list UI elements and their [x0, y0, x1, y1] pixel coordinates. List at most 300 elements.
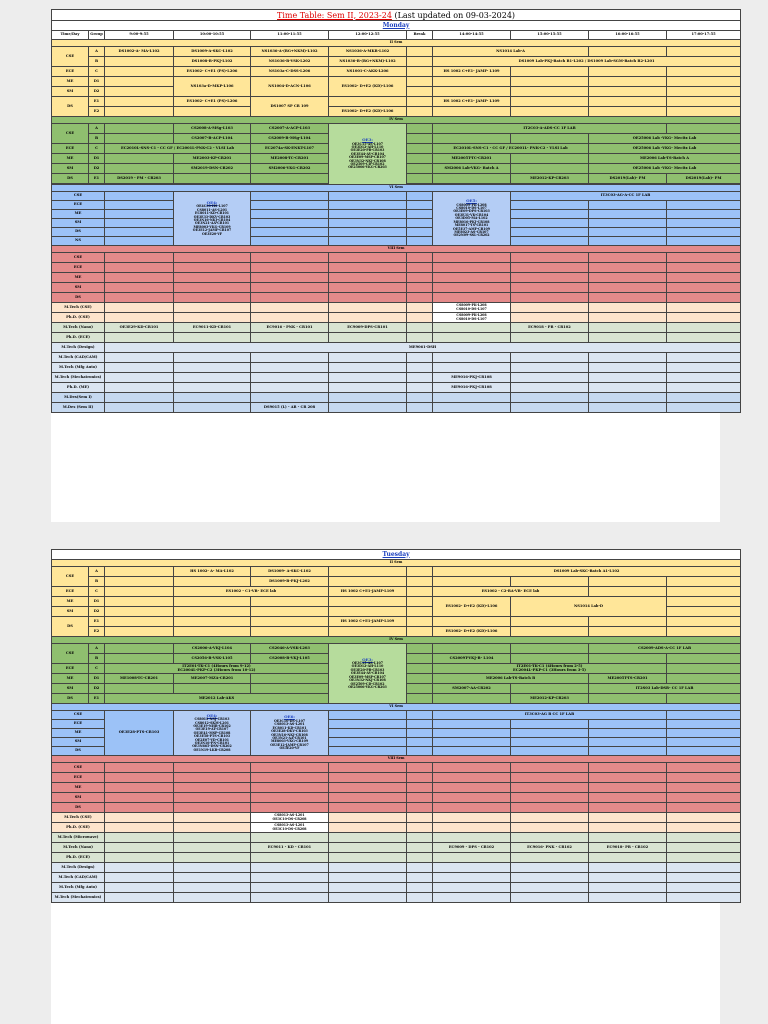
class-cell: ME2005T-TC-CR201 — [433, 154, 511, 164]
empty-cell — [407, 164, 433, 174]
sem-label: VI Sem — [52, 704, 741, 711]
empty-cell — [105, 107, 174, 117]
class-cell: IT2E01-TK-C1 (4Hours from 9-12) EC2004L-PKP-C2 (3Hours from 10-12) — [105, 664, 329, 674]
class-cell: HS 1002 C+E1- JAMF- L109 — [433, 67, 511, 77]
empty-cell — [589, 77, 667, 87]
branch-cell: SM — [52, 607, 89, 617]
empty-cell — [329, 201, 407, 210]
empty-cell — [105, 124, 174, 134]
class-cell: ES1002 - C1-VB- ECE lab — [174, 587, 329, 597]
class-cell: ME2007-MZA-CR201 — [174, 674, 251, 684]
hdr-slot-8: 17:00-17:55 — [667, 31, 741, 40]
group-cell: E1 — [89, 617, 105, 627]
empty-cell — [407, 57, 433, 67]
group-cell: D1 — [89, 674, 105, 684]
branch-cell: DS — [52, 293, 105, 303]
hdr-time-day: Time/Day — [52, 31, 89, 40]
group-cell: B — [89, 57, 105, 67]
tuesday-table — [51, 549, 741, 903]
group-cell: D1 — [89, 154, 105, 164]
class-cell: CS2009T-VKJ-B- L104 — [433, 654, 511, 664]
class-cell: SM2007-AA-CR202 — [433, 684, 511, 694]
branch-cell: SM — [52, 684, 89, 694]
empty-cell — [329, 228, 407, 237]
empty-cell — [667, 97, 741, 107]
branch-cell: CSE — [52, 711, 105, 720]
class-cell: IT3C03-AG B CC 1F LAB — [433, 711, 667, 720]
program-cell: M.Tech (Nano) — [52, 843, 105, 853]
branch-cell: ME — [52, 154, 89, 164]
class-cell: DS2019 - PM - CR203 — [105, 174, 174, 184]
empty-cell — [511, 154, 589, 164]
group-cell: D2 — [89, 684, 105, 694]
program-cell: M.Tech (Microwave) — [52, 833, 105, 843]
class-cell: CS2008-B-VKJ-L105 — [251, 654, 329, 664]
empty-cell — [407, 201, 433, 210]
empty-cell — [105, 237, 174, 246]
class-cell: NS1014 Lab-D — [511, 597, 667, 617]
class-cell: DS1009- A-SKC-L102 — [251, 567, 329, 577]
class-cell: EC2010L-SNS-C1 - CC GF / EC2001L- PNK-C2 - VLSI Lab — [433, 144, 589, 154]
group-cell: A — [89, 124, 105, 134]
open-elective-oe6: OE6: OE3C10-DS-L107 CS8013-AS-L201 EC8011-KD-CR101 OE3E28-DKV-CR103 OE3N16-NKJ-CR108 OE3N21-AA-CR101 ME8003-VKG-CR109 OE3E12-JAMF-CR107 OE3E20-VF — [251, 711, 329, 756]
empty-cell — [407, 124, 433, 134]
class-cell: NS1001-C-AKK-L206 — [329, 67, 407, 77]
class-cell: NS103a-D-MKP-L106 — [174, 77, 251, 97]
class-cell: EC9009-DPS-CR101 — [329, 323, 407, 333]
branch-cell: DS — [52, 803, 105, 813]
empty-cell — [105, 201, 174, 210]
class-cell: SM2006 Lab-VKG- Batch A — [433, 164, 511, 174]
program-cell: M.Tech (CSE) — [52, 813, 105, 823]
branch-cell: CSE — [52, 124, 89, 144]
empty-cell — [407, 107, 433, 117]
branch-cell: SM — [52, 164, 89, 174]
branch-cell: SM — [52, 283, 105, 293]
class-cell: ME2012 Lab-AKS — [105, 694, 329, 704]
empty-cell — [329, 192, 407, 201]
class-cell: ES1002- C+E1 (PS)-L206 — [174, 67, 251, 77]
program-cell: Ph.D. (CSE) — [52, 823, 105, 833]
empty-cell — [407, 228, 433, 237]
empty-cell — [105, 219, 174, 228]
branch-cell: DS — [52, 694, 89, 704]
class-cell: OE25006 Lab -VKG- Mecitx Lab — [589, 134, 741, 144]
branch-cell: ME — [52, 210, 105, 219]
branch-cell: ECE — [52, 664, 89, 674]
empty-cell — [251, 192, 329, 201]
class-cell: DS2019(Lab)- PM — [589, 174, 667, 184]
empty-cell — [407, 219, 433, 228]
program-cell: M.Tech (Design) — [52, 863, 105, 873]
group-cell: D2 — [89, 607, 105, 617]
empty-cell — [589, 237, 667, 246]
empty-cell — [589, 219, 667, 228]
open-elective-oe4: OE4: CS8013-NSJ-CR103 CS8012-SKM-L201 OE3E19-NHR-CR102 OE3E19-AT-CR107 OE3E41-MSP-CR108 OE3E58-PTS-CR103 OE2E07-VD-CR101 OE3N16-PN-CR101 OE3N665-DSN-CR202 OE1N19-LKR-CR208 — [174, 711, 251, 756]
hdr-slot-3: 11:00-11:55 — [251, 31, 329, 40]
empty-cell — [511, 164, 589, 174]
class-cell: CS8009-PK-L208 CS8010-DS-L107 — [433, 303, 511, 313]
group-cell: A — [89, 567, 105, 577]
empty-cell — [667, 67, 741, 77]
branch-cell: CSE — [52, 567, 89, 587]
empty-cell — [589, 228, 667, 237]
empty-cell — [667, 87, 741, 97]
sem-label: VIII Sem — [52, 246, 741, 253]
class-cell: HS 1002 C+E1- JAMF- L109 — [433, 97, 511, 107]
empty-cell — [511, 219, 589, 228]
class-cell: CS2046-A-VSK-L203 — [251, 644, 329, 654]
branch-cell: ME — [52, 77, 89, 87]
program-cell: M.Des(Sem I) — [52, 393, 105, 403]
program-cell: Ph.D. (ECE) — [52, 333, 105, 343]
empty-cell — [511, 67, 589, 77]
class-cell: IT2E01-TK-C1 (4Hours from 2-5) EC2004L-PKP-C1 (3Hours from 3-5) — [433, 664, 667, 674]
empty-cell — [589, 210, 667, 219]
empty-cell — [589, 201, 667, 210]
empty-cell — [511, 134, 589, 144]
group-cell: C — [89, 67, 105, 77]
class-cell: CS8013-AS-L201 OE3C10-DS-CR208 — [251, 813, 329, 823]
empty-cell — [511, 210, 589, 219]
hdr-slot-1: 9:00-9:55 — [105, 31, 174, 40]
empty-cell — [251, 210, 329, 219]
class-cell: EC9011-KD-CR101 — [174, 323, 251, 333]
empty-cell — [511, 107, 589, 117]
program-cell: M.Tech (CAD/CAM) — [52, 873, 105, 883]
class-cell: ES1002 - C2-RA-VB- ECE lab — [433, 587, 589, 597]
empty-cell — [105, 57, 174, 67]
branch-cell: ECE — [52, 263, 105, 273]
class-cell: OE3E28-PTS-CR103 — [105, 711, 174, 756]
empty-cell — [407, 174, 433, 184]
class-cell: EC9018- PR - CR102 — [589, 843, 667, 853]
program-cell: M.Tech (Mfg Auto) — [52, 883, 105, 893]
program-cell: M.Tech (CAD/CAM) — [52, 353, 105, 363]
class-cell: OE25006 Lab -VKG- Mecitx Lab — [589, 164, 741, 174]
empty-cell — [433, 107, 511, 117]
empty-cell — [511, 77, 589, 87]
empty-cell — [667, 201, 741, 210]
empty-cell — [105, 154, 174, 164]
empty-cell — [407, 237, 433, 246]
empty-cell — [105, 67, 174, 77]
class-cell: OE3E29-KD-CR101 — [105, 323, 174, 333]
empty-cell — [251, 237, 329, 246]
empty-cell — [407, 87, 433, 97]
program-cell: M.Tech (Mechatronics) — [52, 373, 105, 383]
empty-cell — [251, 219, 329, 228]
empty-cell — [329, 97, 407, 107]
empty-cell — [511, 87, 589, 97]
class-cell: EC2010L-SNS-C1 - CC GF / EC2001L-PNK-C2 - VLSI Lab — [105, 144, 251, 154]
group-cell: A — [89, 644, 105, 654]
group-cell: E2 — [89, 627, 105, 637]
class-cell: EC2074a-SK-ENKT-L107 — [251, 144, 329, 154]
branch-cell: SM — [52, 793, 105, 803]
empty-cell — [105, 210, 174, 219]
empty-cell — [251, 228, 329, 237]
program-cell: M.Tech (Design) — [52, 343, 105, 353]
empty-cell — [407, 97, 433, 107]
branch-cell: NS — [52, 237, 105, 246]
empty-cell — [667, 47, 741, 57]
monday-sheet — [51, 9, 720, 522]
title-main: Time Table: Sem II, 2023-24 — [277, 10, 392, 20]
title-row — [52, 10, 741, 21]
class-cell: ME2012-KP-CR203 — [511, 694, 589, 704]
program-cell: M.Des (Sem II) — [52, 403, 105, 413]
empty-cell — [407, 192, 433, 201]
branch-cell: ECE — [52, 201, 105, 210]
sem-label: VI Sem — [52, 185, 741, 192]
class-cell: DS9015 (L) - AR - CR 208 — [251, 403, 329, 413]
empty-cell — [407, 134, 433, 144]
branch-cell: DS — [52, 228, 105, 237]
branch-cell: ECE — [52, 67, 89, 77]
class-cell: CS2056-B-VSK-L105 — [174, 654, 251, 664]
empty-cell — [667, 210, 741, 219]
empty-cell — [433, 174, 511, 184]
class-cell: CS2007-B-ACP-L104 — [174, 134, 251, 144]
group-cell: C — [89, 664, 105, 674]
empty-cell — [667, 219, 741, 228]
class-cell: ES1002- D+E2 (KD)-L106 — [433, 597, 511, 617]
class-cell: SM2006-VKG-CR202 — [251, 164, 329, 174]
empty-cell — [105, 87, 174, 97]
empty-cell — [511, 237, 589, 246]
hdr-slot-2: 10:00-10:55 — [174, 31, 251, 40]
program-cell: M.Tech (Mfg Auto) — [52, 363, 105, 373]
branch-cell: DS — [52, 174, 89, 184]
group-cell: B — [89, 654, 105, 664]
group-cell: B — [89, 577, 105, 587]
class-cell: DS1009 Lab-SKC-Batch A1-L102 — [433, 567, 741, 577]
branch-cell: CSE — [52, 763, 105, 773]
group-cell: D1 — [89, 77, 105, 87]
class-cell: NS1036-B-(RG+NKM)-L102 — [329, 57, 407, 67]
hdr-slot-7: 16:00-16:55 — [589, 31, 667, 40]
class-cell: ES1002- D+E2 (KD)-L106 — [329, 107, 407, 117]
class-cell: CS8009-PK-L208 CS8010-DS-L107 — [433, 313, 511, 323]
class-cell: ME2006 Lab-TS-Batch A — [589, 154, 741, 164]
group-cell: E1 — [89, 97, 105, 107]
program-cell: M.Tech (Mechatronics) — [52, 893, 105, 903]
sem-label: II Sem — [52, 40, 741, 47]
empty-cell — [667, 107, 741, 117]
empty-cell — [511, 228, 589, 237]
class-cell: DS1008-B-PKJ-L102 — [174, 57, 251, 67]
class-cell: NS1036-B-VSK-L202 — [251, 57, 329, 67]
empty-cell — [589, 97, 667, 107]
class-cell: DS1007 SP CR 109 — [251, 97, 329, 117]
empty-cell — [667, 237, 741, 246]
class-cell: NS1036-A-(RG+NKM)-L102 — [251, 47, 329, 57]
branch-cell: ME — [52, 674, 89, 684]
sem-label: IV Sem — [52, 117, 741, 124]
open-elective-oe3: OE3: OE3C15-AS-L107 OE3D12-AH-L110 OE3E20-PR-CR103 OE3E44-AV-CR104 OE3E09-MSP-CR107 OE3N32-NKJ-CR108 OE2509-CD-CR102 OE25006-VKG-CR203 — [329, 124, 407, 185]
class-cell: OE25006 Lab -VKG- Mecitx Lab — [589, 144, 741, 154]
title-note: (Last updated on 09-03-2024) — [394, 10, 516, 20]
class-cell: EC9018 - PR - CR102 — [511, 323, 589, 333]
branch-cell: ME — [52, 597, 89, 607]
branch-cell: ECE — [52, 720, 105, 729]
class-cell: CS2009-B-MSg-L104 — [251, 134, 329, 144]
class-cell: SM2019-DSN-CR202 — [174, 164, 251, 174]
group-cell: E1 — [89, 174, 105, 184]
class-cell: DS1002-A- MA-L102 — [105, 47, 174, 57]
empty-cell — [407, 210, 433, 219]
group-cell: B — [89, 134, 105, 144]
class-cell: ES1002- D+E2 (KD)-L106 — [433, 627, 511, 637]
class-cell: ME9016-PKJ-CR108 — [433, 383, 511, 393]
open-elective-oe4: OE4: OE4C30-HS-L107 CS8011-AS-L201 EC8011-KD-CR101 OE3E33-DKV-CR103 OE3N16-NKJ-CR104 OE3N21-AA-CR101 ME8003-VKG-CR109 OE3E12-JAMF-CR107 OE3E20-VF — [174, 192, 251, 246]
open-elective-oe3: OE3: OE3C15-AS-L107 OE3D12-AH-L110 OE3E20-PR-CR103 OE3E44-AV-CR104 OE3E09-MSP-CR107 OE3N32-NKJ-CR108 OE2509-CD-CR102 OE25006-VKG-CR203 — [329, 644, 407, 704]
empty-cell — [174, 174, 251, 184]
branch-cell: CSE — [52, 47, 89, 67]
class-cell: CS2006-A-VKJ-L104 — [174, 644, 251, 654]
group-cell: D2 — [89, 87, 105, 97]
class-cell: IT3C03-AG-A-CC 1F LAB — [511, 192, 741, 201]
class-cell: ME2006 Lab-TS-Batch B — [433, 674, 589, 684]
branch-cell: CSE — [52, 192, 105, 201]
class-cell: ME2008-TC-CR201 — [251, 154, 329, 164]
sem-label: IV Sem — [52, 637, 741, 644]
branch-cell: ECE — [52, 587, 89, 597]
class-cell: ES1002- C+E1 (PS)-L206 — [174, 97, 251, 107]
empty-cell — [105, 77, 174, 87]
class-cell: ME1008-TC-CR201 — [105, 674, 174, 684]
branch-cell: ECE — [52, 773, 105, 783]
branch-cell: SM — [52, 87, 89, 97]
empty-cell — [433, 87, 511, 97]
branch-cell: ME — [52, 273, 105, 283]
open-elective-oe5: OE5: CS8009-PK-L208 CS8010-DS-L107 OE3E09-DPS-CR103 OE3E31-VK-CR104 OE3D05-MA-L102 ME8016-PKJ-CR108 ME8017-TS-CR101 OE5E37-AMF-CR109 ME8023-AS-CR107 OE2N09-SSL-CR202 — [433, 192, 511, 246]
class-cell: HS 1002 C+E1-JAMF-L109 — [329, 587, 407, 597]
class-cell: HS 1002- A- MA-L102 — [174, 567, 251, 577]
monday-table — [51, 9, 741, 413]
empty-cell — [589, 47, 667, 57]
empty-cell — [407, 144, 433, 154]
class-cell: NS1036-A-MKR-L102 — [329, 47, 407, 57]
group-cell: E1 — [89, 694, 105, 704]
empty-cell — [667, 124, 741, 134]
hdr-slot-5: 14:00-14:55 — [433, 31, 511, 40]
class-cell: CS2007-A-ACP-L103 — [251, 124, 329, 134]
class-cell: CS2008-A-MSg-L103 — [174, 124, 251, 134]
empty-cell — [329, 237, 407, 246]
class-cell: DS1009 Lab-PKJ-Batch B1-L202 / DS1009 Lab-SGM-Batch B2-L201 — [433, 57, 741, 67]
class-cell: ME9016-PKJ-CR108 — [433, 373, 511, 383]
branch-cell: DS — [52, 97, 89, 117]
sem-label: VIII Sem — [52, 756, 741, 763]
class-cell: EC9016- PNK - CR102 — [511, 843, 589, 853]
class-cell: DS1009-B-PKJ-L202 — [251, 577, 329, 587]
empty-cell — [105, 97, 174, 107]
empty-cell — [329, 219, 407, 228]
empty-cell — [511, 97, 589, 107]
empty-cell — [667, 77, 741, 87]
branch-cell: CSE — [52, 644, 89, 664]
class-cell: HS 1002 C+E1-JAMF-L109 — [329, 617, 407, 627]
class-cell: DS2019(Lab)- PM — [667, 174, 741, 184]
empty-cell — [407, 154, 433, 164]
empty-cell — [589, 67, 667, 77]
branch-cell: ME — [52, 729, 105, 738]
empty-cell — [174, 107, 251, 117]
class-cell: NS103a-C-DSS-L206 — [251, 67, 329, 77]
empty-cell — [511, 201, 589, 210]
empty-cell — [407, 47, 433, 57]
class-cell: IT2C03-A-ADS-CC 1F LAB — [433, 124, 667, 134]
class-cell: DS1009-A-SKC-L102 — [174, 47, 251, 57]
empty-cell — [329, 210, 407, 219]
group-cell: C — [89, 587, 105, 597]
program-cell: M.Tech (CSE) — [52, 303, 105, 313]
sem-label: II Sem — [52, 560, 741, 567]
branch-cell: DS — [52, 747, 105, 756]
tuesday-sheet — [51, 549, 720, 1024]
empty-cell — [589, 87, 667, 97]
class-cell: IT2S03 Lab-DSR- CC 1F LAB — [589, 684, 741, 694]
empty-cell — [433, 134, 511, 144]
branch-cell: SM — [52, 219, 105, 228]
class-cell: ME9061-DSH — [105, 343, 741, 353]
empty-cell — [407, 67, 433, 77]
empty-cell — [105, 164, 174, 174]
empty-cell — [105, 228, 174, 237]
branch-cell: DS — [52, 617, 89, 637]
program-cell: Ph.D. (ECE) — [52, 853, 105, 863]
hdr-group: Group — [89, 31, 105, 40]
group-cell: C — [89, 144, 105, 154]
hdr-slot-6: 15:00-15:55 — [511, 31, 589, 40]
branch-cell: CSE — [52, 253, 105, 263]
group-cell: D1 — [89, 597, 105, 607]
empty-cell — [105, 134, 174, 144]
class-cell: ME2003-KP-CR201 — [174, 154, 251, 164]
class-cell: ME2005T-TS-CR201 — [589, 674, 667, 684]
class-cell: EC9009 - DPS - CR102 — [433, 843, 511, 853]
class-cell: EC9016 - PNK - CR101 — [251, 323, 329, 333]
group-cell: D2 — [89, 164, 105, 174]
class-cell: CS2009-ADS-A-CC 1F LAB — [589, 644, 741, 654]
group-cell: A — [89, 47, 105, 57]
empty-cell — [407, 77, 433, 87]
branch-cell: ECE — [52, 144, 89, 154]
class-cell: EC9011 - KD - CR101 — [251, 843, 329, 853]
empty-cell — [433, 77, 511, 87]
class-cell: NS1014 Lab-A — [433, 47, 589, 57]
program-cell: Ph.D. (CSE) — [52, 313, 105, 323]
class-cell: ES1002- D+E2 (KD)-L106 — [329, 77, 407, 97]
day-monday: Monday — [52, 21, 741, 31]
empty-cell — [251, 174, 329, 184]
class-cell: ME2012-KP-CR203 — [511, 174, 589, 184]
empty-cell — [251, 201, 329, 210]
class-cell: NS1004-D-ACN-L106 — [251, 77, 329, 97]
program-cell: Ph.D. (ME) — [52, 383, 105, 393]
hdr-break: Break — [407, 31, 433, 40]
group-cell: E2 — [89, 107, 105, 117]
empty-cell — [105, 192, 174, 201]
class-cell: CS8013-AS-L201 OE3C10-DS-CR208 — [251, 823, 329, 833]
program-cell: M.Tech (Nano) — [52, 323, 105, 333]
empty-cell — [589, 107, 667, 117]
branch-cell: SM — [52, 738, 105, 747]
empty-cell — [667, 228, 741, 237]
branch-cell: ME — [52, 783, 105, 793]
